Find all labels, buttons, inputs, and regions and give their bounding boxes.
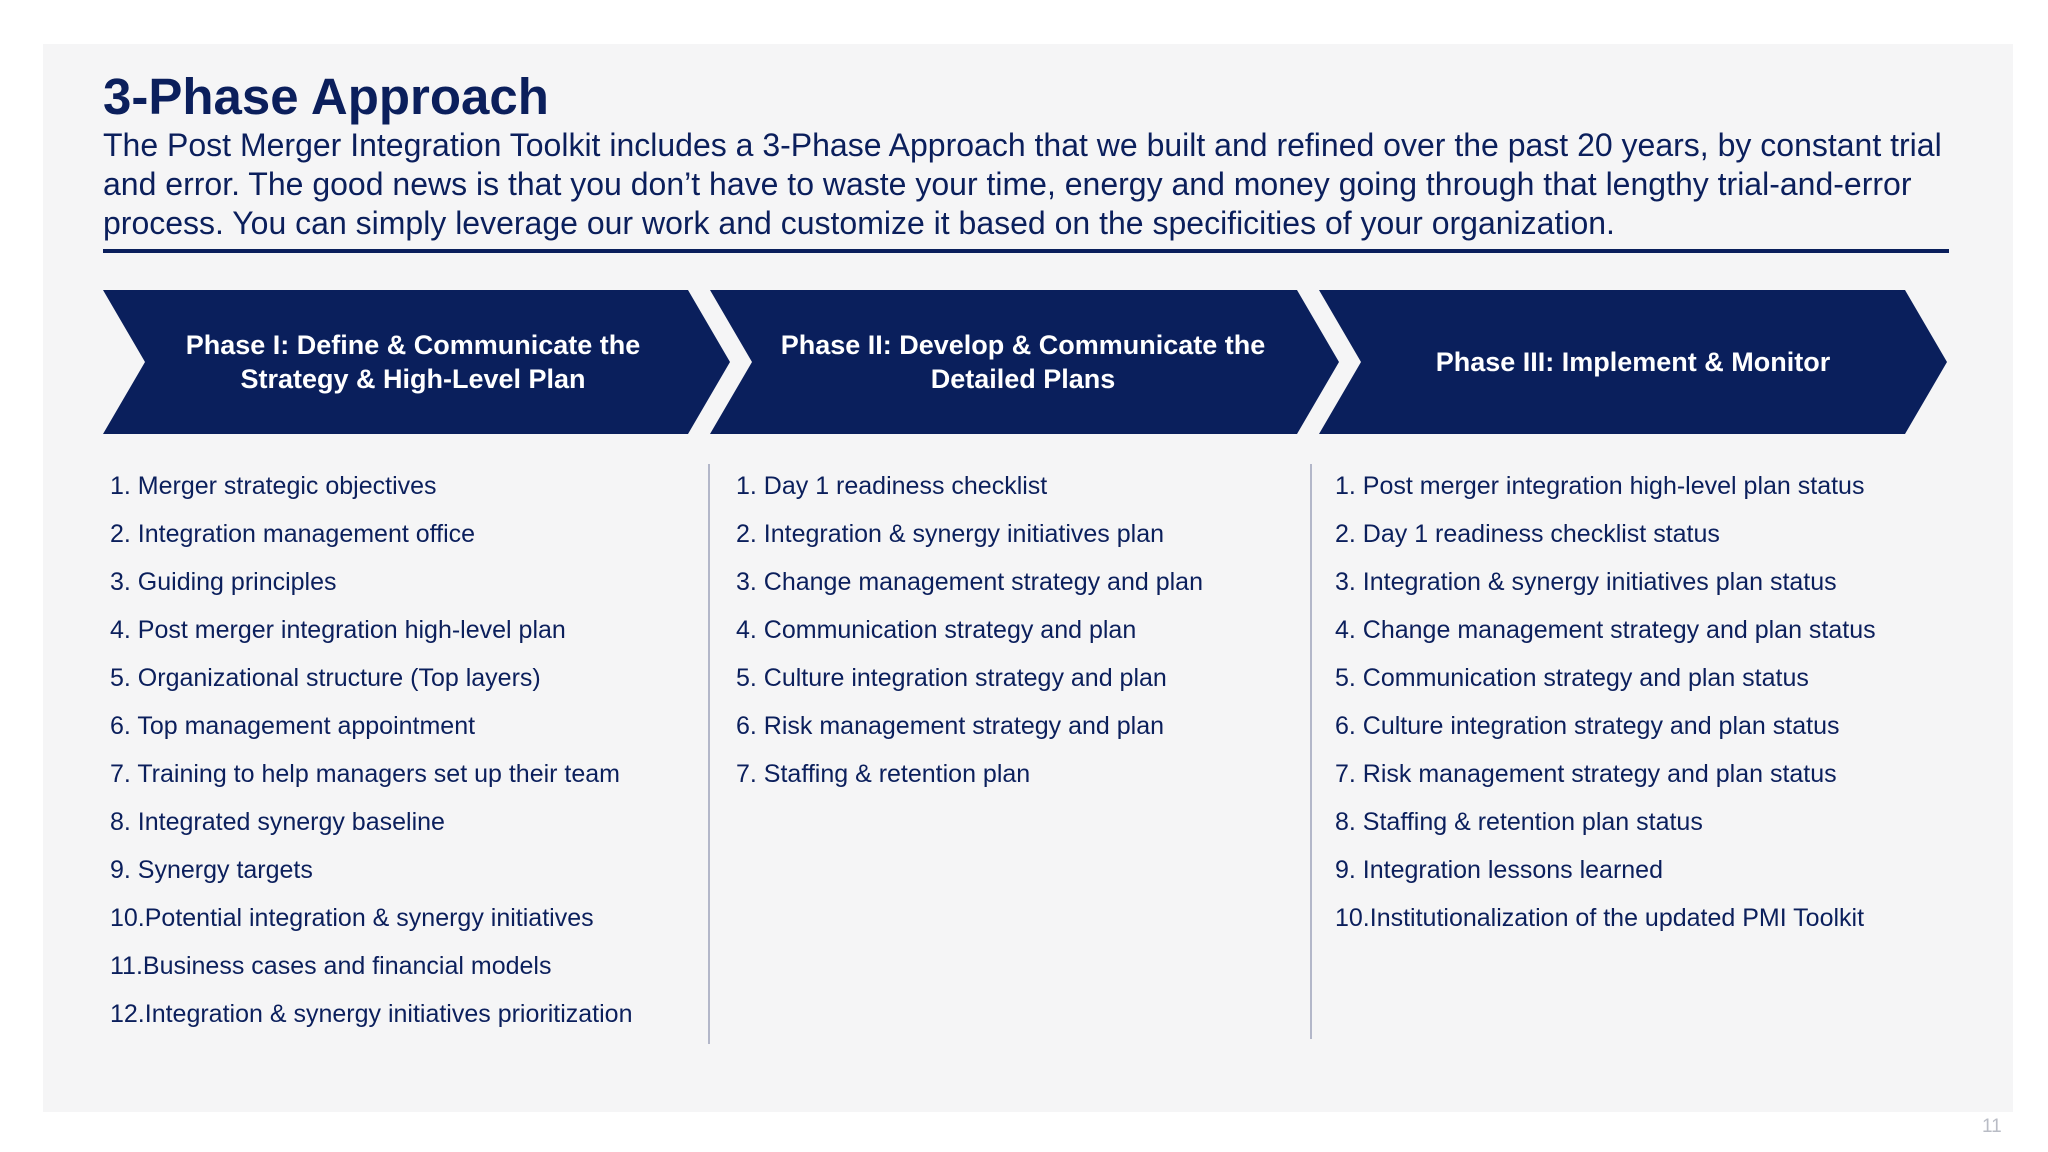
list-item: 4. Change management strategy and plan status xyxy=(1335,616,1876,644)
list-item: 9. Integration lessons learned xyxy=(1335,856,1663,884)
list-item: 7. Risk management strategy and plan status xyxy=(1335,760,1837,788)
slide xyxy=(43,44,2013,1112)
list-item: 10.Potential integration & synergy initiatives xyxy=(110,904,594,932)
list-item: 5. Communication strategy and plan status xyxy=(1335,664,1809,692)
list-item: 5. Organizational structure (Top layers) xyxy=(110,664,541,692)
list-item: 4. Post merger integration high-level plan xyxy=(110,616,566,644)
column-divider xyxy=(1310,464,1312,1039)
phase-2-list xyxy=(736,462,1203,798)
list-item: 9. Synergy targets xyxy=(110,856,313,884)
phase-3-label: Phase III: Implement & Monitor xyxy=(1435,347,1831,377)
list-item: 7. Training to help managers set up their team xyxy=(110,760,621,788)
list-item: 2. Integration & synergy initiatives plan xyxy=(736,520,1165,548)
list-item: 10.Institutionalization of the updated PMI Toolkit xyxy=(1335,904,1865,932)
list-item: 1. Day 1 readiness checklist xyxy=(736,472,1048,500)
list-item: 8. Integrated synergy baseline xyxy=(110,808,445,836)
list-item: 2. Day 1 readiness checklist status xyxy=(1335,520,1720,548)
list-item: 3. Guiding principles xyxy=(110,568,337,596)
list-item: 3. Change management strategy and plan xyxy=(736,568,1203,596)
list-item: 4. Communication strategy and plan xyxy=(736,616,1137,644)
list-item: 11.Business cases and financial models xyxy=(110,952,552,980)
phase-3-list xyxy=(1335,462,1876,942)
column-divider xyxy=(708,464,710,1044)
list-item: 1. Post merger integration high-level plan status xyxy=(1335,472,1865,500)
page-number: 11 xyxy=(1982,1116,2002,1137)
list-item: 12.Integration & synergy initiatives prioritization xyxy=(110,1000,633,1028)
page-title: 3-Phase Approach xyxy=(103,68,549,125)
list-item: 6. Top management appointment xyxy=(110,712,476,740)
phase-2-label: Phase II: Develop & Communicate the Detailed Plans xyxy=(780,330,1266,394)
intro-paragraph: The Post Merger Integration Toolkit includes a 3-Phase Approach that we built and refined over the past 20 years, by constant trial and error. The good news is that you don’t have to waste your time, energy and money going through that lengthy trial-and-error process. You can simply leverage our work and customize it based on the specificities of your organization. xyxy=(103,127,1942,241)
list-item: 5. Culture integration strategy and plan xyxy=(736,664,1167,692)
list-item: 3. Integration & synergy initiatives plan status xyxy=(1335,568,1837,596)
list-item: 6. Culture integration strategy and plan status xyxy=(1335,712,1840,740)
list-item: 7. Staffing & retention plan xyxy=(736,760,1031,788)
phase-1-list xyxy=(110,462,633,1038)
list-item: 2. Integration management office xyxy=(110,520,476,548)
phase-1-label: Phase I: Define & Communicate the Strategy & High-Level Plan xyxy=(185,330,641,394)
list-item: 8. Staffing & retention plan status xyxy=(1335,808,1703,836)
list-item: 6. Risk management strategy and plan xyxy=(736,712,1165,740)
list-item: 1. Merger strategic objectives xyxy=(110,472,437,500)
